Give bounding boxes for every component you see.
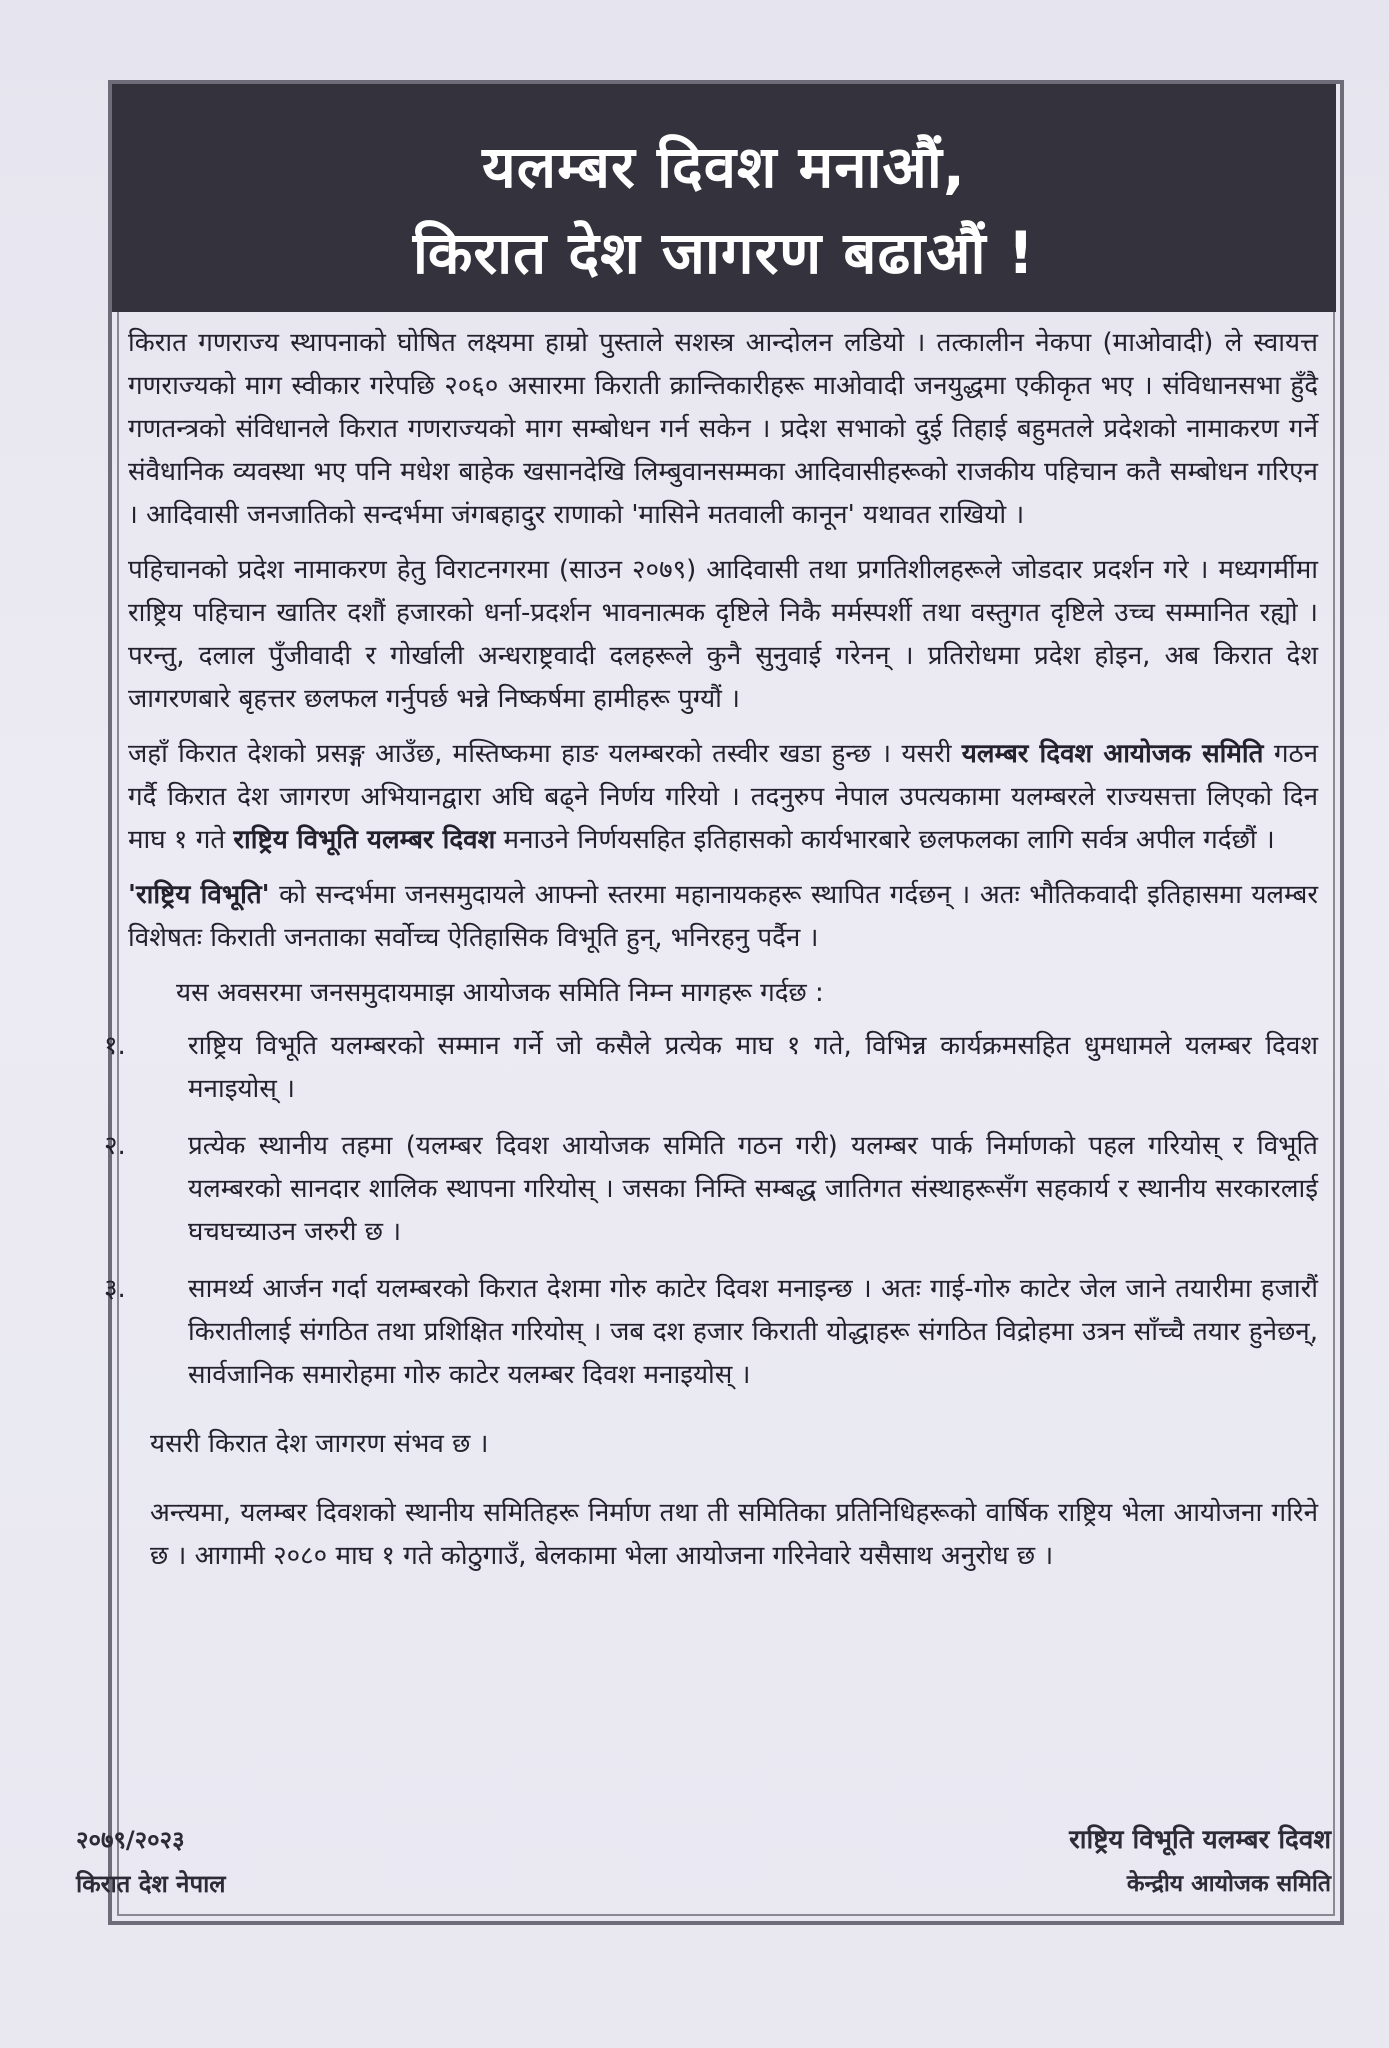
demand-number: ३. [104, 1274, 126, 1304]
national-hero-term-bold: 'राष्ट्रिय विभूति' [128, 880, 270, 910]
demand-item [104, 1268, 1318, 1397]
closing-line: यसरी किरात देश जागरण संभव छ । [150, 1429, 489, 1459]
footer-right-block [1069, 1818, 1331, 1906]
headline-banner [112, 84, 1336, 312]
demand-text: प्रत्येक स्थानीय तहमा (यलम्बर दिवश आयोजक समिति गठन गरी) यलम्बर पार्क निर्माणको पहल गरियोस् र विभूति यलम्बरको सानदार शालिक स्थापना गरियोस् । जसका निम्ति सम्बद्ध जातिगत संस्थाहरूसँग सहकार्य र स्थानीय सरकारलाई घचघच्याउन जरुरी छ । [188, 1131, 1318, 1247]
demand-number: २. [104, 1131, 126, 1161]
demands-intro: यस अवसरमा जनसमुदायमाझ आयोजक समिति निम्न मागहरू गर्दछ : [176, 978, 824, 1008]
demand-item [104, 1125, 1318, 1254]
paragraph-4 [128, 874, 1318, 960]
paragraph-3 [128, 733, 1318, 862]
demand-item [104, 1025, 1318, 1111]
demand-text: राष्ट्रिय विभूति यलम्बरको सम्मान गर्ने जो कसैले प्रत्येक माघ १ गते, विभिन्न कार्यक्रमसहित धुमधामले यलम्बर दिवश मनाइयोस् । [188, 1031, 1318, 1104]
paragraph-4-part-b: को सन्दर्भमा जनसमुदायले आफ्नो स्तरमा महानायकहरू स्थापित गर्दछन् । अतः भौतिकवादी इतिहासमा यलम्बर विशेषतः किराती जनताका सर्वोच्च ऐतिहासिक विभूति हुन्, भनिरहनु पर्दैन । [128, 880, 1318, 953]
demand-text: सामर्थ्य आर्जन गर्दा यलम्बरको किरात देशमा गोरु काटेर दिवश मनाइन्छ । अतः गाई-गोरु काटेर जेल जाने तयारीमा हजारौं किरातीलाई संगठित तथा प्रशिक्षित गरियोस् । जब दश हजार किराती योद्धाहरू संगठित विद्रोहमा उत्रन साँच्चै तयार हुनेछन्, सार्वजानिक समारोहमा गोरु काटेर यलम्बर दिवश मनाइयोस् । [188, 1274, 1318, 1390]
footer-committee: केन्द्रीय आयोजक समिति [1126, 1871, 1331, 1897]
headline-line-1: यलम्बर दिवश मनाऔं, [482, 133, 966, 201]
paragraph-1: किरात गणराज्य स्थापनाको घोषित लक्ष्यमा हाम्रो पुस्ताले सशस्त्र आन्दोलन लडियो । तत्कालीन नेकपा (माओवादी) ले स्वायत्त गणराज्यको माग स्वीकार गरेपछि २०६० असारमा किराती क्रान्तिकारीहरू माओवादी जनयुद्धमा एकीकृत भए । संविधानसभा हुँदै गणतन्त्रको संविधानले किरात गणराज्यको माग सम्बोधन गर्न सकेन । प्रदेश सभाको दुई तिहाई बहुमतले प्रदेशको नामाकरण गर्ने संवैधानिक व्यवस्था भए पनि मधेश बाहेक खसानदेखि लिम्बुवानसम्मका आदिवासीहरूको राजकीय पहिचान कतै सम्बोधन गरिएन । आदिवासी जनजातिको सन्दर्भमा जंगबहादुर राणाको 'मासिने मतवाली कानून' यथावत राखियो । [128, 328, 1318, 530]
footer-date: २०७९/२०२३ [76, 1826, 185, 1854]
poster-body [104, 322, 1318, 1588]
closing-paragraph: अन्त्यमा, यलम्बर दिवशको स्थानीय समितिहरू निर्माण तथा ती समितिका प्रतिनिधिहरूको वार्षिक राष्ट्रिय भेला आयोजना गरिने छ । आगामी २०८० माघ १ गते कोठुगाउँ, बेलकामा भेला आयोजना गरिनेवारे यसैसाथ अनुरोध छ । [150, 1498, 1318, 1571]
paragraph-3-part-e: मनाउने निर्णयसहित इतिहासको कार्यभारबारे छलफलका लागि सर्वत्र अपील गर्दछौं । [495, 825, 1275, 855]
headline-line-2: किरात देश जागरण बढाऔं ! [412, 219, 1036, 287]
demand-number: १. [104, 1031, 126, 1061]
demands-list [104, 1025, 1318, 1397]
footer-left-block [76, 1818, 226, 1906]
committee-name-bold: यलम्बर दिवश आयोजक समिति [961, 739, 1264, 769]
footer-organization: राष्ट्रिय विभूति यलम्बर दिवश [1069, 1825, 1331, 1855]
footer-place: किरात देश नेपाल [76, 1870, 226, 1898]
paragraph-2: पहिचानको प्रदेश नामाकरण हेतु विराटनगरमा (साउन २०७९) आदिवासी तथा प्रगतिशीलहरूले जोडदार प्रदर्शन गरे । मध्यगर्मीमा राष्ट्रिय पहिचान खातिर दशौं हजारको धर्ना-प्रदर्शन भावनात्मक दृष्टिले निकै मर्मस्पर्शी तथा वस्तुगत दृष्टिले उच्च सम्मानित रह्यो । परन्तु, दलाल पुँजीवादी र गोर्खाली अन्धराष्ट्रवादी दलहरूले कुनै सुनुवाई गरेनन् । प्रतिरोधमा प्रदेश होइन, अब किरात देश जागरणबारे बृहत्तर छलफल गर्नुपर्छ भन्ने निष्कर्षमा हामीहरू पुग्यौं । [128, 555, 1318, 714]
paragraph-3-part-a: जहाँ किरात देशको प्रसङ्ग आउँछ, मस्तिष्कमा हाङ यलम्बरको तस्वीर खडा हुन्छ । यसरी [128, 739, 962, 769]
national-hero-day-bold: राष्ट्रिय विभूति यलम्बर दिवश [233, 825, 496, 855]
paragraph-3-part-c: गठन गर्दै किरात देश जागरण अभियानद्वारा अघि बढ्ने निर्णय गरियो । तदनुरुप नेपाल उपत्यकामा यलम्बरले राज्यसत्ता लिएको दिन माघ १ गते [128, 739, 1318, 855]
